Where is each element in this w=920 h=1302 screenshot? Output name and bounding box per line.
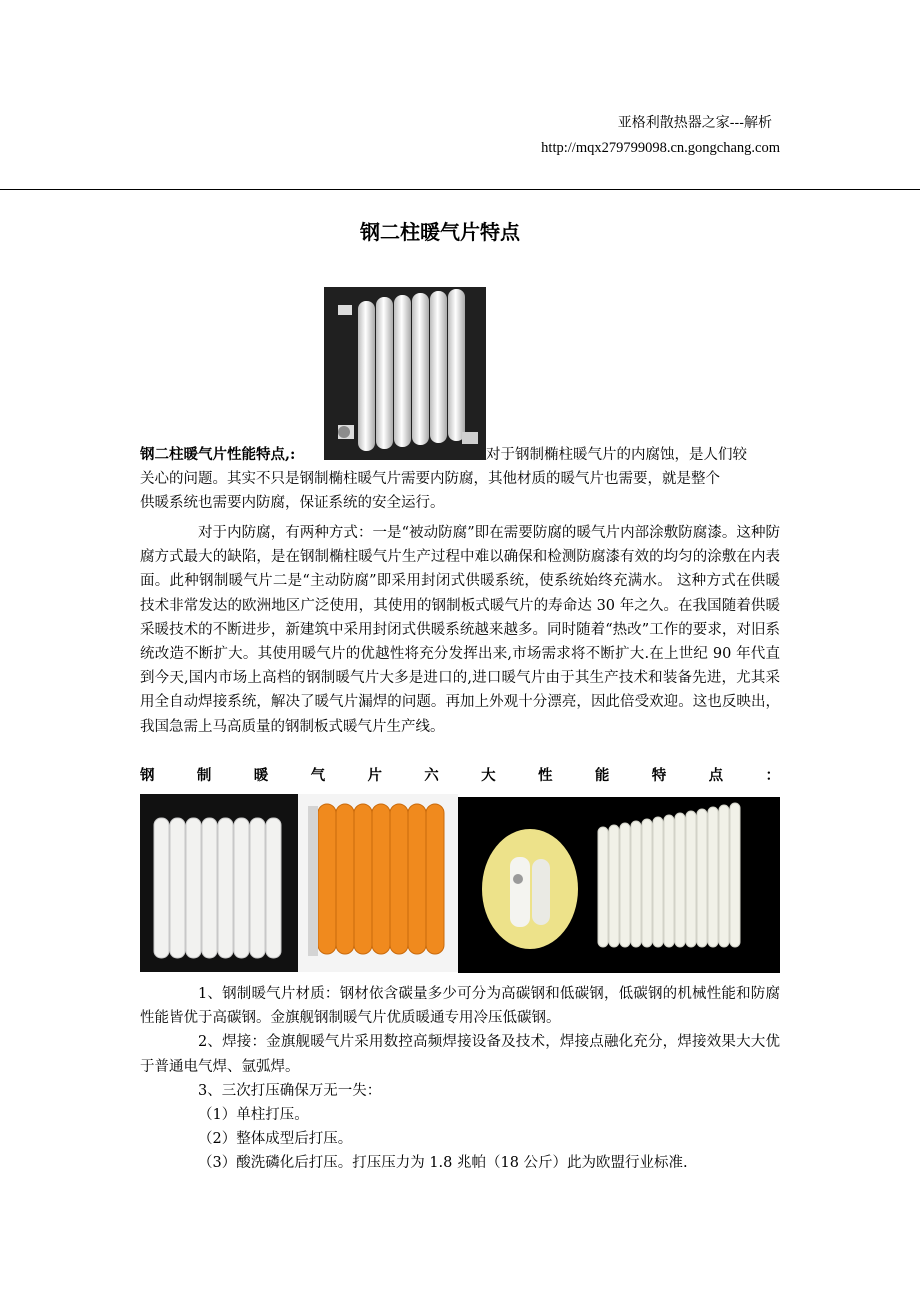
paragraph-2-block [140,521,780,739]
page-title: 钢二柱暖气片特点 [360,220,520,244]
intro-line-3: 供暖系统也需要内防腐，保证系统的安全运行。 [140,495,445,512]
intro-block [140,443,780,515]
list-item: （2）整体成型后打压。 [198,1131,353,1148]
heading-char: 气 [310,767,326,784]
radiator-photo-white [140,794,298,972]
list-item: （1）单柱打压。 [198,1107,309,1124]
list-item: 2、焊接：金旗舰暖气片采用数控高频焊接设备及技术，焊接点融化充分，焊接效果大大优于普通电气焊、氩弧焊。 [140,1034,780,1075]
six-features-heading [140,764,780,788]
intro-line-2: 关心的问题。其实不只是钢制椭柱暖气片需要内防腐，其他材质的暖气片也需要，就是整个 [140,471,720,487]
heading-char: 六 [424,767,439,784]
features-list [140,982,780,1176]
heading-char: 钢 [140,767,155,784]
intro-first-line: 对于钢制椭柱暖气片的内腐蚀，是人们较 [486,447,747,463]
header-url[interactable]: http://mqx279799098.cn.gongchang.com [541,140,780,156]
heading-char: 点 [708,767,724,784]
heading-char: ： [765,767,780,784]
paragraph-2: 对于内防腐，有两种方式：一是“被动防腐”即在需要防腐的暖气片内部涂敷防腐漆。这种防腐方式最大的缺陷，是在钢制椭柱暖气片生产过程中难以确保和检测防腐漆有效的均匀的涂敷在内表面。此种钢制暖气片二是“主动防腐”即采用封闭式供暖系统，使系统始终充满水。 这种方式在供暖技术非常发达的欧洲地区广泛使用，其使用的钢制板式暖气片的寿命达 30 年之久。在我国随着供暖采暖技术的不断进步，新建筑中采用封闭式供暖系统越来越多。同时随着“热改”工作的要求，对旧系统改造不断扩大。其使用暖气片的优越性将充分发挥出来,市场需求将不断扩大.在上世纪 90 年代直到今天,国内市场上高档的钢制暖气片大多是进口的,进口暖气片由于其生产技术和装备先进，尤其采用全自动焊接系统，解决了暖气片漏焊的问题。再加上外观十分漂亮，因此倍受欢迎。这也反映出，我国急需上马高质量的钢制板式暖气片生产线。 [140,525,780,735]
heading-char: 制 [196,767,212,784]
intro-bold-label: 钢二柱暖气片性能特点,: [140,446,296,463]
list-item: 1、钢制暖气片材质：钢材依含碳量多少可分为高碳钢和低碳钢，低碳钢的机械性能和防腐性能皆优于高碳钢。金旗舰钢制暖气片优质暖通专用冷压低碳钢。 [140,986,780,1027]
radiator-photo-top [324,287,486,460]
list-item: （3）酸洗磷化后打压。打压压力为 1.8 兆帕（18 公斤）此为欧盟行业标准. [198,1155,688,1172]
heading-char: 片 [367,767,382,784]
heading-char: 能 [594,767,610,784]
heading-char: 暖 [253,767,269,784]
heading-char: 大 [481,767,496,784]
header-rule [0,189,920,190]
radiator-photo-detail [458,797,780,973]
heading-char: 性 [538,767,553,784]
radiator-photo-orange [298,794,458,972]
list-item: 3、三次打压确保万无一失： [198,1082,382,1099]
heading-char: 特 [651,767,667,784]
header-brand: 亚格利散热器之家---解析 [617,115,772,131]
